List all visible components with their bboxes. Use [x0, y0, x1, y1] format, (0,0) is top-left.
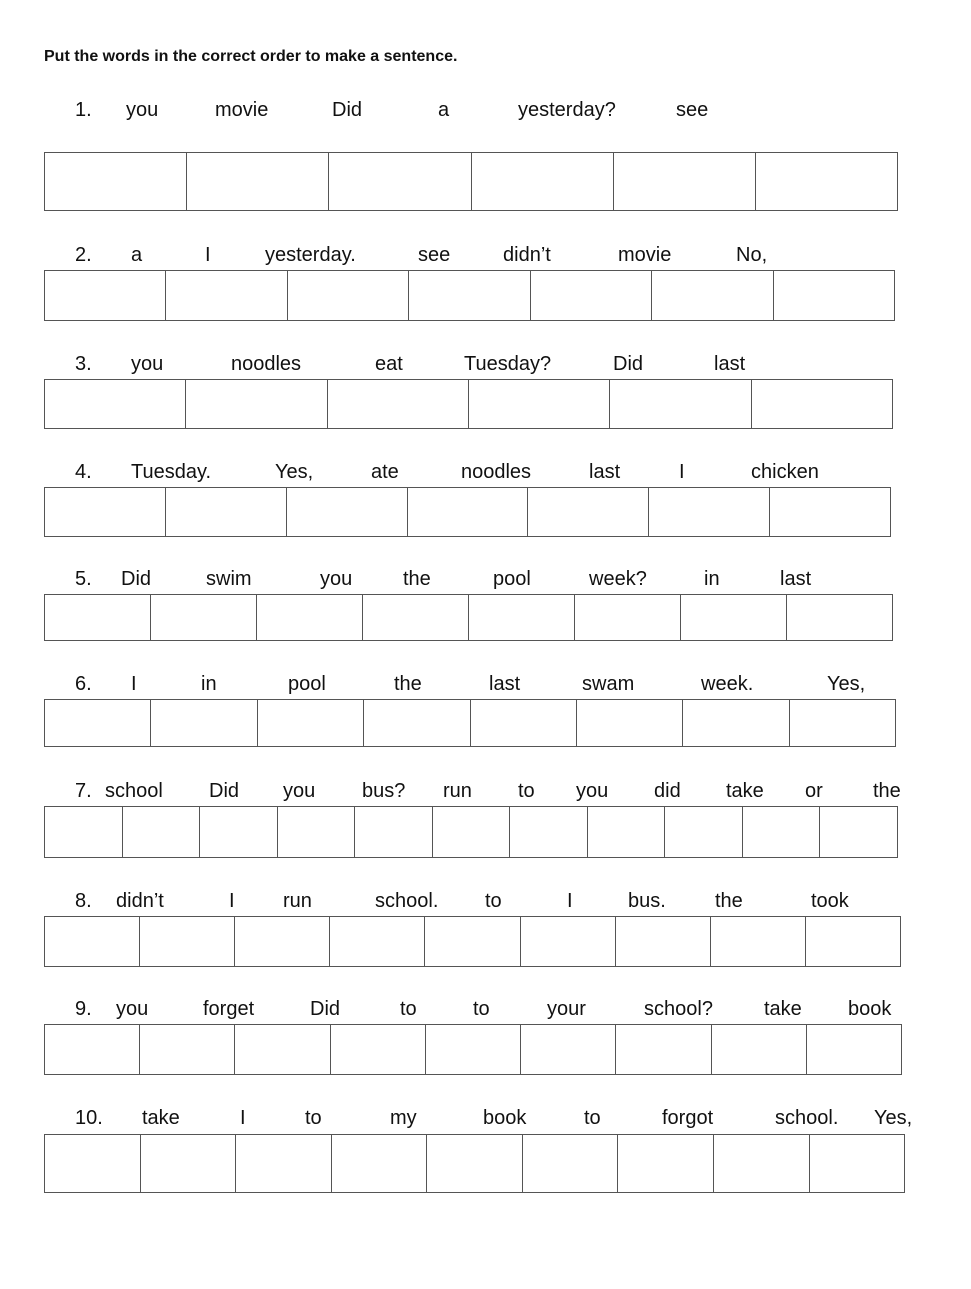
answer-box[interactable] [278, 807, 356, 857]
answer-row [44, 270, 895, 321]
scrambled-word: Did [310, 998, 341, 1020]
answer-box[interactable] [510, 807, 588, 857]
answer-box[interactable] [45, 271, 166, 320]
answer-box[interactable] [45, 595, 151, 640]
answer-box[interactable] [523, 1135, 619, 1192]
question-number: 9. [75, 998, 92, 1020]
scrambled-word: in [704, 568, 720, 590]
scrambled-word: you [126, 99, 159, 121]
scrambled-word: yesterday. [265, 244, 356, 266]
scrambled-word: run [443, 780, 472, 802]
answer-row [44, 916, 901, 967]
question-number: 3. [75, 353, 92, 375]
scrambled-word: I [679, 461, 685, 483]
answer-row [44, 1024, 902, 1075]
scrambled-word: week. [701, 673, 754, 695]
scrambled-word: you [576, 780, 609, 802]
answer-box[interactable] [714, 1135, 810, 1192]
word-bank [0, 459, 971, 485]
answer-box[interactable] [363, 595, 469, 640]
word-bank [0, 566, 971, 592]
answer-box[interactable] [123, 807, 201, 857]
question-number: 8. [75, 890, 92, 912]
scrambled-word: Tuesday? [464, 353, 552, 375]
scrambled-word: the [715, 890, 743, 912]
scrambled-word: movie [215, 99, 269, 121]
answer-row [44, 152, 898, 211]
answer-box[interactable] [235, 1025, 330, 1074]
answer-box[interactable] [521, 917, 616, 966]
scrambled-word: swim [206, 568, 252, 590]
answer-box[interactable] [616, 917, 711, 966]
scrambled-word: to [584, 1107, 601, 1129]
answer-box[interactable] [408, 488, 529, 536]
answer-box[interactable] [45, 1135, 141, 1192]
answer-box[interactable] [649, 488, 770, 536]
scrambled-word: to [485, 890, 502, 912]
question-number: 7. [75, 780, 92, 802]
answer-box[interactable] [45, 807, 123, 857]
answer-box[interactable] [140, 917, 235, 966]
scrambled-word: my [390, 1107, 417, 1129]
scrambled-word: to [400, 998, 417, 1020]
scrambled-word: yesterday? [518, 99, 616, 121]
question-number: 4. [75, 461, 92, 483]
scrambled-word: Did [332, 99, 363, 121]
word-bank [0, 351, 971, 377]
answer-box[interactable] [610, 380, 751, 428]
answer-box[interactable] [151, 700, 257, 746]
word-bank [0, 1105, 971, 1131]
answer-box[interactable] [200, 807, 278, 857]
answer-box[interactable] [774, 271, 894, 320]
scrambled-word: to [305, 1107, 322, 1129]
scrambled-word: Yes, [827, 673, 866, 695]
scrambled-word: school [105, 780, 163, 802]
answer-box[interactable] [616, 1025, 711, 1074]
answer-box[interactable] [287, 488, 408, 536]
answer-row [44, 1134, 905, 1193]
instruction-text: Put the words in the correct order to make a sentence. [44, 48, 458, 65]
scrambled-word: Yes, [874, 1107, 913, 1129]
scrambled-word: Yes, [275, 461, 314, 483]
answer-box[interactable] [652, 271, 773, 320]
answer-box[interactable] [409, 271, 530, 320]
answer-box[interactable] [332, 1135, 428, 1192]
answer-box[interactable] [787, 595, 892, 640]
word-bank [0, 888, 971, 914]
scrambled-word: I [567, 890, 573, 912]
answer-box[interactable] [141, 1135, 237, 1192]
scrambled-word: last [589, 461, 621, 483]
answer-row [44, 487, 891, 537]
answer-box[interactable] [166, 488, 287, 536]
answer-box[interactable] [810, 1135, 905, 1192]
question-number: 5. [75, 568, 92, 590]
word-bank [0, 778, 971, 804]
answer-box[interactable] [329, 153, 471, 210]
scrambled-word: take [726, 780, 764, 802]
answer-box[interactable] [469, 595, 575, 640]
scrambled-word: noodles [461, 461, 532, 483]
answer-box[interactable] [45, 488, 166, 536]
answer-row [44, 699, 896, 747]
scrambled-word: took [811, 890, 849, 912]
answer-box[interactable] [330, 917, 425, 966]
scrambled-word: your [547, 998, 586, 1020]
question-number: 10. [75, 1107, 103, 1129]
answer-box[interactable] [577, 700, 683, 746]
scrambled-word: I [240, 1107, 246, 1129]
answer-box[interactable] [588, 807, 666, 857]
answer-box[interactable] [756, 153, 897, 210]
answer-box[interactable] [288, 271, 409, 320]
answer-box[interactable] [45, 153, 187, 210]
answer-box[interactable] [355, 807, 433, 857]
answer-box[interactable] [618, 1135, 714, 1192]
scrambled-word: last [489, 673, 521, 695]
word-bank [0, 97, 971, 123]
answer-box[interactable] [186, 380, 327, 428]
answer-row [44, 594, 893, 641]
scrambled-word: you [116, 998, 149, 1020]
scrambled-word: in [201, 673, 217, 695]
scrambled-word: did [654, 780, 681, 802]
scrambled-word: to [473, 998, 490, 1020]
answer-row [44, 806, 898, 858]
answer-box[interactable] [614, 153, 756, 210]
answer-box[interactable] [258, 700, 364, 746]
scrambled-word: take [764, 998, 802, 1020]
answer-box[interactable] [770, 488, 890, 536]
answer-box[interactable] [45, 1025, 140, 1074]
scrambled-word: see [418, 244, 451, 266]
answer-box[interactable] [140, 1025, 235, 1074]
answer-row [44, 379, 893, 429]
scrambled-word: bus? [362, 780, 406, 802]
scrambled-word: week? [589, 568, 647, 590]
answer-box[interactable] [469, 380, 610, 428]
scrambled-word: last [780, 568, 812, 590]
question-number: 1. [75, 99, 92, 121]
answer-box[interactable] [257, 595, 363, 640]
answer-box[interactable] [472, 153, 614, 210]
scrambled-word: or [805, 780, 823, 802]
answer-box[interactable] [806, 917, 900, 966]
scrambled-word: chicken [751, 461, 819, 483]
scrambled-word: movie [618, 244, 672, 266]
answer-box[interactable] [711, 917, 806, 966]
answer-box[interactable] [681, 595, 787, 640]
scrambled-word: forget [203, 998, 255, 1020]
answer-box[interactable] [45, 917, 140, 966]
answer-box[interactable] [187, 153, 329, 210]
answer-box[interactable] [521, 1025, 616, 1074]
scrambled-word: I [131, 673, 137, 695]
answer-box[interactable] [45, 380, 186, 428]
scrambled-word: you [283, 780, 316, 802]
scrambled-word: to [518, 780, 535, 802]
answer-box[interactable] [235, 917, 330, 966]
scrambled-word: book [483, 1107, 527, 1129]
answer-box[interactable] [531, 271, 652, 320]
scrambled-word: Did [613, 353, 644, 375]
answer-box[interactable] [166, 271, 287, 320]
answer-box[interactable] [328, 380, 469, 428]
scrambled-word: swam [582, 673, 635, 695]
answer-box[interactable] [331, 1025, 426, 1074]
word-bank [0, 996, 971, 1022]
scrambled-word: run [283, 890, 312, 912]
scrambled-word: didn’t [116, 890, 164, 912]
scrambled-word: I [205, 244, 211, 266]
scrambled-word: the [394, 673, 422, 695]
answer-box[interactable] [820, 807, 897, 857]
scrambled-word: ate [371, 461, 399, 483]
answer-box[interactable] [364, 700, 470, 746]
scrambled-word: see [676, 99, 709, 121]
answer-box[interactable] [790, 700, 895, 746]
scrambled-word: take [142, 1107, 180, 1129]
word-bank [0, 242, 971, 268]
answer-box[interactable] [575, 595, 681, 640]
scrambled-word: bus. [628, 890, 666, 912]
answer-box[interactable] [743, 807, 821, 857]
scrambled-word: the [873, 780, 901, 802]
word-bank [0, 671, 971, 697]
answer-box[interactable] [236, 1135, 332, 1192]
scrambled-word: Tuesday. [131, 461, 212, 483]
scrambled-word: a [438, 99, 450, 121]
scrambled-word: school? [644, 998, 713, 1020]
scrambled-word: pool [288, 673, 326, 695]
scrambled-word: eat [375, 353, 403, 375]
scrambled-word: you [131, 353, 164, 375]
scrambled-word: No, [736, 244, 768, 266]
scrambled-word: I [229, 890, 235, 912]
answer-box[interactable] [665, 807, 743, 857]
answer-box[interactable] [528, 488, 649, 536]
answer-box[interactable] [683, 700, 789, 746]
scrambled-word: last [714, 353, 746, 375]
scrambled-word: the [403, 568, 431, 590]
answer-box[interactable] [712, 1025, 807, 1074]
answer-box[interactable] [433, 807, 511, 857]
question-number: 2. [75, 244, 92, 266]
scrambled-word: Did [121, 568, 152, 590]
answer-box[interactable] [151, 595, 257, 640]
answer-box[interactable] [45, 700, 151, 746]
answer-box[interactable] [752, 380, 892, 428]
scrambled-word: school. [375, 890, 439, 912]
answer-box[interactable] [425, 917, 520, 966]
scrambled-word: a [131, 244, 143, 266]
answer-box[interactable] [426, 1025, 521, 1074]
scrambled-word: pool [493, 568, 531, 590]
answer-box[interactable] [471, 700, 577, 746]
answer-box[interactable] [427, 1135, 523, 1192]
scrambled-word: you [320, 568, 353, 590]
question-number: 6. [75, 673, 92, 695]
scrambled-word: Did [209, 780, 240, 802]
scrambled-word: noodles [231, 353, 302, 375]
scrambled-word: didn’t [503, 244, 551, 266]
scrambled-word: school. [775, 1107, 839, 1129]
scrambled-word: book [848, 998, 892, 1020]
answer-box[interactable] [807, 1025, 901, 1074]
scrambled-word: forgot [662, 1107, 714, 1129]
